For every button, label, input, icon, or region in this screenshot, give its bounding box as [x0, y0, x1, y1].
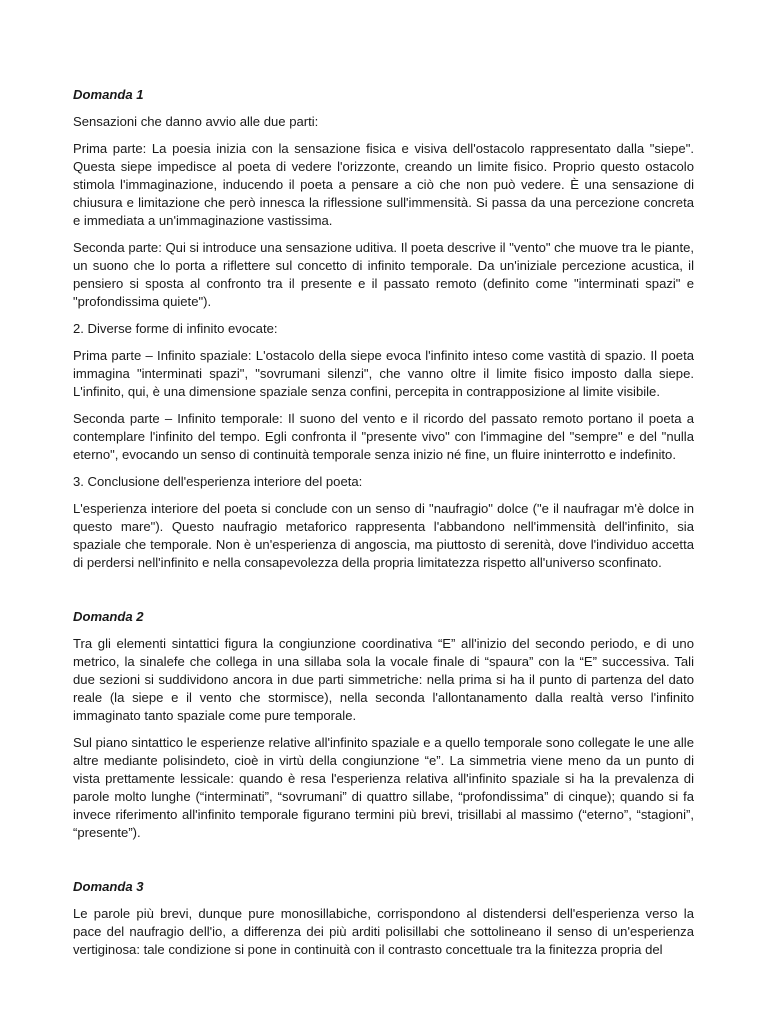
paragraph: 3. Conclusione dell'esperienza interiore del poeta:: [73, 474, 363, 489]
section-title: Domanda 1: [73, 87, 144, 102]
paragraph: 2. Diverse forme di infinito evocate:: [73, 321, 278, 336]
paragraph: Seconda parte – Infinito temporale: Il suono del vento e il ricordo del passato remoto portano il poeta a contemplare l'infinito del tempo. Egli confronta il "presente vivo" con l'immagine del "sempre" e del "nulla eterno", evocando un senso di continuità temporale senza inizio né fine, un fluire ininterrotto e indefinito.: [73, 411, 694, 462]
section-spacer: [73, 851, 694, 878]
section-title: Domanda 3: [73, 879, 144, 894]
paragraph: Le parole più brevi, dunque pure monosillabiche, corrispondono al distendersi dell'esperienza verso la pace del naufragio dell'io, a differenza dei più arditi polisillabi che sottolineano il senso di un'esperienza vertiginosa: tale condizione si pone in continuità con il contrasto concettuale tra la finitezza propria del: [73, 906, 694, 957]
paragraph: L'esperienza interiore del poeta si conclude con un senso di "naufragio" dolce ("e il naufragar m'è dolce in questo mare"). Questo naufragio metaforico rappresenta l'abbandono nell'immensità dell'infinito, sia spaziale che temporale. Non è un'esperienza di angoscia, ma piuttosto di serenità, dove l'individuo accetta di perdersi nell'infinito e nella consapevolezza della propria limitatezza rispetto all'universo sconfinato.: [73, 501, 694, 570]
paragraph: Prima parte: La poesia inizia con la sensazione fisica e visiva dell'ostacolo rappresentato dalla "siepe". Questa siepe impedisce al poeta di vedere l'orizzonte, creando un limite fisico. Proprio questo ostacolo stimola l'immaginazione, inducendo il poeta a pensare a ciò che non può vedere. È una sensazione di chiusura e limitazione che però innesca la riflessione sull'immensità. Si passa da una percezione concreta e immediata a un'immaginazione vastissima.: [73, 141, 694, 228]
document-body: [73, 86, 694, 968]
paragraph: Sensazioni che danno avvio alle due parti:: [73, 114, 319, 129]
paragraph: Tra gli elementi sintattici figura la congiunzione coordinativa “E” all'inizio del secondo periodo, e di uno metrico, la sinalefe che collega in una sillaba sola la vocale finale di “spaura” con la “E” successiva. Tali due sezioni si suddividono ancora in due parti simmetriche: nella prima si ha il punto di partenza del dato reale (la siepe e il vento che stormisce), nella seconda l'allontanamento dalla realtà verso l'infinito immaginato tanto spaziale come pure temporale.: [73, 636, 694, 723]
section-spacer: [73, 581, 694, 608]
paragraph: Seconda parte: Qui si introduce una sensazione uditiva. Il poeta descrive il "vento" che muove tra le piante, un suono che lo porta a riflettere sul concetto di infinito temporale. Da un'iniziale percezione acustica, il pensiero si sposta al confronto tra il presente e il passato remoto (definito come "interminati spazi" e "profondissima quiete").: [73, 240, 694, 309]
paragraph: Sul piano sintattico le esperienze relative all'infinito spaziale e a quello temporale sono collegate le une alle altre mediante polisindeto, cioè in virtù della congiunzione “e”. La simmetria viene meno da un punto di vista prettamente lessicale: quando è resa l'esperienza relativa all'infinito spaziale si ha la prevalenza di parole molto lunghe (“interminati”, “sovrumani” di quattro sillabe, “profondissima” di cinque); quando si fa invece riferimento all'infinito temporale figurano termini più brevi, trisillabi al massimo (“eterno”, “stagioni”, “presente”).: [73, 735, 694, 840]
section-title: Domanda 2: [73, 609, 144, 624]
paragraph: Prima parte – Infinito spaziale: L'ostacolo della siepe evoca l'infinito inteso come vastità di spazio. Il poeta immagina "interminati spazi", "sovrumani silenzi", che vanno oltre il limite fisico imposto dalla siepe. L'infinito, qui, è una dimensione spaziale senza confini, percepita in contrapposizione al limite visibile.: [73, 348, 694, 399]
